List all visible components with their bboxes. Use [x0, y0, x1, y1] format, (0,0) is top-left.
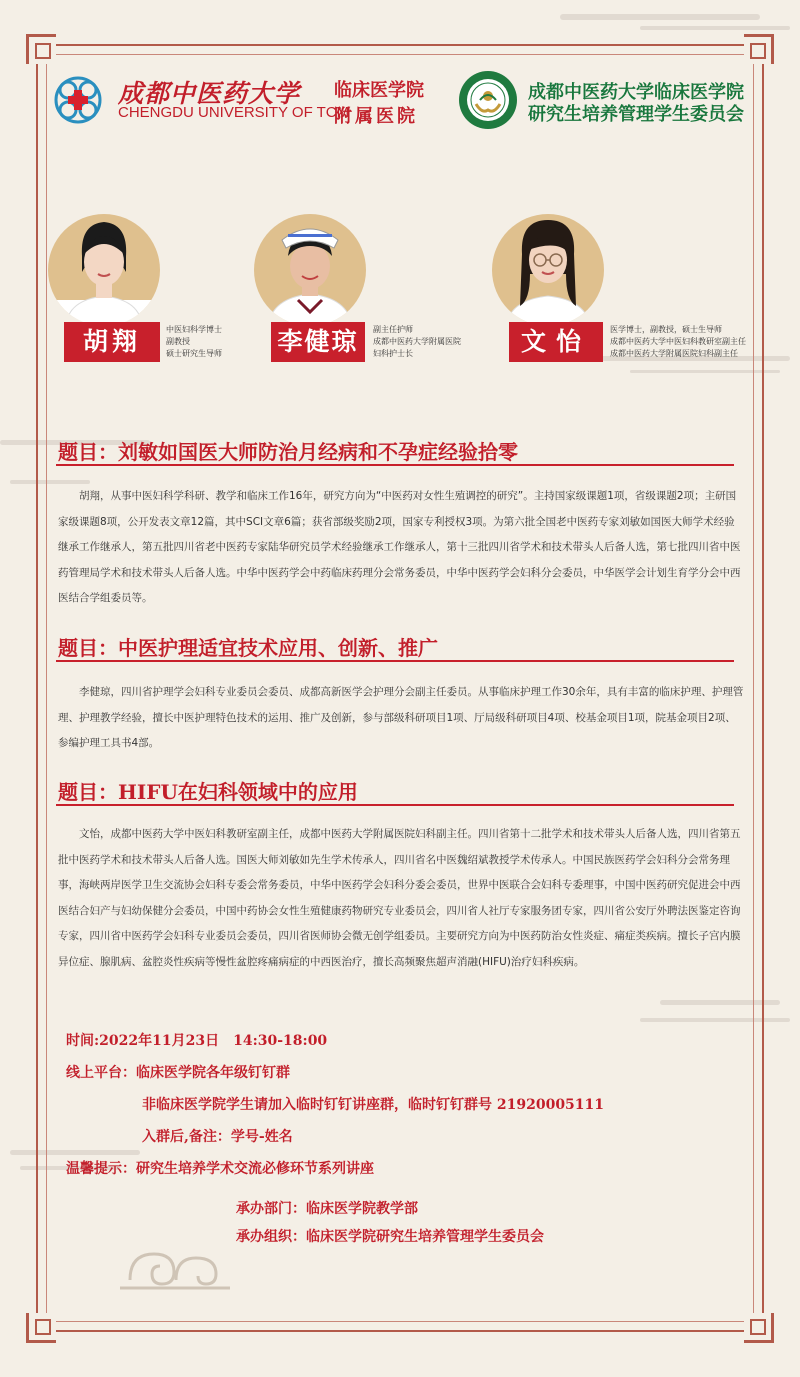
speaker-bio: 胡翔，从事中医妇科学科研、教学和临床工作16年，研究方向为“中医药对女性生殖调控的研究”。主持国家级课题1项，省级课题2项；主研国家级课题8项，公开发表文章12篇，其中SCI文章6篇；获省部级奖励2项，国家专利授权3项。为第六批全国老中医药专家刘敏如国医大师学术经验继承工作继承人，第五批四川省老中医药专家陆华研究员学术经验继承工作继承人，第十三批四川省学术和技术带头人后备人选，第七批四川省中医药管理局学术和技术带头人后备人选。中华中医药学会中药临床药理分会常务委员，中华中医药学会妇科分会委员，中华医学会计划生育学分会中西医结合学组委员等。	[58, 490, 741, 604]
brush-stroke	[560, 14, 760, 20]
speaker-title-line: 副主任护师	[373, 325, 413, 334]
school-name-en: CHENGDU UNIVERSITY OF TCM	[118, 104, 350, 121]
group-remark: 入群后,备注：学号-姓名	[142, 1129, 293, 1145]
non-college-note: 非临床医学院学生请加入临时钉钉讲座群，临时钉钉群号 21920005111	[142, 1097, 605, 1113]
topic-divider	[56, 464, 734, 466]
committee-logo-icon	[458, 70, 518, 130]
speaker-bio: 李健琼，四川省护理学会妇科专业委员会委员、成都高新医学会护理分会副主任委员。从事临床护理工作30余年，具有丰富的临床护理、护理管理、护理教学经验，擅长中医护理特色技术的运用、推广及创新，参与部级科研项目1项、厅局级科研项目4项、校基金项目1项，院基金项目2项、参编护理工具书4部。	[58, 686, 744, 749]
speaker-title	[373, 324, 461, 360]
speaker-title-line: 妇科护士长	[373, 349, 413, 358]
speaker-title-line: 硕士研究生导师	[166, 349, 222, 358]
corner-ornament	[26, 34, 56, 64]
speaker-avatar-icon	[492, 214, 604, 326]
event-time: 时间:2022年11月23日 14:30-18:00	[66, 1033, 328, 1049]
school-name-cn: 成都中医药大学	[118, 79, 301, 108]
speaker-title	[166, 324, 222, 360]
hospital-name: 附属医院	[334, 106, 418, 127]
speaker-title	[610, 324, 746, 360]
speaker-avatar-icon	[48, 214, 160, 326]
corner-ornament	[744, 1313, 774, 1343]
brush-stroke	[640, 26, 790, 30]
committee-name-line1: 成都中医药大学临床医学院	[528, 82, 744, 103]
host-department: 承办部门：临床医学院教学部	[236, 1201, 418, 1217]
college-name: 临床医学院	[334, 80, 424, 101]
speaker-name: 李健琼	[271, 322, 365, 362]
host-organization: 承办组织：临床医学院研究生培养管理学生委员会	[236, 1229, 544, 1245]
corner-ornament	[26, 1313, 56, 1343]
speaker-title-line: 成都中医药大学附属医院	[373, 337, 461, 346]
speaker-photo	[492, 214, 604, 326]
speaker-title-line: 副教授	[166, 337, 190, 346]
topic-title: 题目：中医护理适宜技术应用、创新、推广	[58, 636, 438, 660]
topic-divider	[56, 804, 734, 806]
speaker-name: 文怡	[509, 322, 603, 362]
speaker-photo	[48, 214, 160, 326]
university-logo-icon	[54, 76, 102, 124]
speaker-photo	[254, 214, 366, 326]
event-platform: 线上平台：临床医学院各年级钉钉群	[66, 1065, 290, 1081]
topic-divider	[56, 660, 734, 662]
cloud-swirl-icon	[120, 1240, 230, 1292]
speaker-avatar-icon	[254, 214, 366, 326]
corner-ornament	[744, 34, 774, 64]
topic-title: 题目：HIFU在妇科领域中的应用	[58, 780, 358, 804]
speaker-name: 胡翔	[64, 322, 160, 362]
committee-name-line2: 研究生培养管理学生委员会	[528, 104, 744, 125]
speaker-title-line: 医学博士，副教授，硕士生导师	[610, 325, 722, 334]
topic-title: 题目：刘敏如国医大师防治月经病和不孕症经验拾零	[58, 440, 518, 464]
speaker-bio: 文怡，成都中医药大学中医妇科教研室副主任，成都中医药大学附属医院妇科副主任。四川省第十二批学术和技术带头人后备人选，四川省第五批中医药学术和技术带头人后备人选。国医大师刘敏如先生学术传承人，四川省名中医魏绍斌教授学术传承人。中国民族医药学会妇科分会常务理事，海峡两岸医学卫生交流协会妇科专委会常务委员，中华中医药学会妇科分委会委员，世界中医联合会妇科专委理事，中国中医药研究促进会中西医结合妇产与妇幼保健分会委员，中国中药协会女性生殖健康药物研究专业委员会，四川省人社厅专家服务团专家，四川省公安厅外聘法医鉴定咨询专家，四川省中医药学会妇科专业委员会委员，四川省医师协会微无创学组委员。主要研究方向为中医药防治女性炎症、痛症类疾病。擅长子宫内膜异位症、腺肌病、盆腔炎性疾病等慢性盆腔疼痛病症的中西医治疗，擅长高频聚焦超声消融(HIFU)治疗妇科疾病。	[58, 828, 741, 968]
speaker-title-line: 成都中医药大学中医妇科教研室副主任	[610, 337, 746, 346]
warm-tip: 温馨提示：研究生培养学术交流必修环节系列讲座	[66, 1161, 374, 1177]
speaker-title-line: 成都中医药大学附属医院妇科副主任	[610, 349, 738, 358]
speaker-title-line: 中医妇科学博士	[166, 325, 222, 334]
